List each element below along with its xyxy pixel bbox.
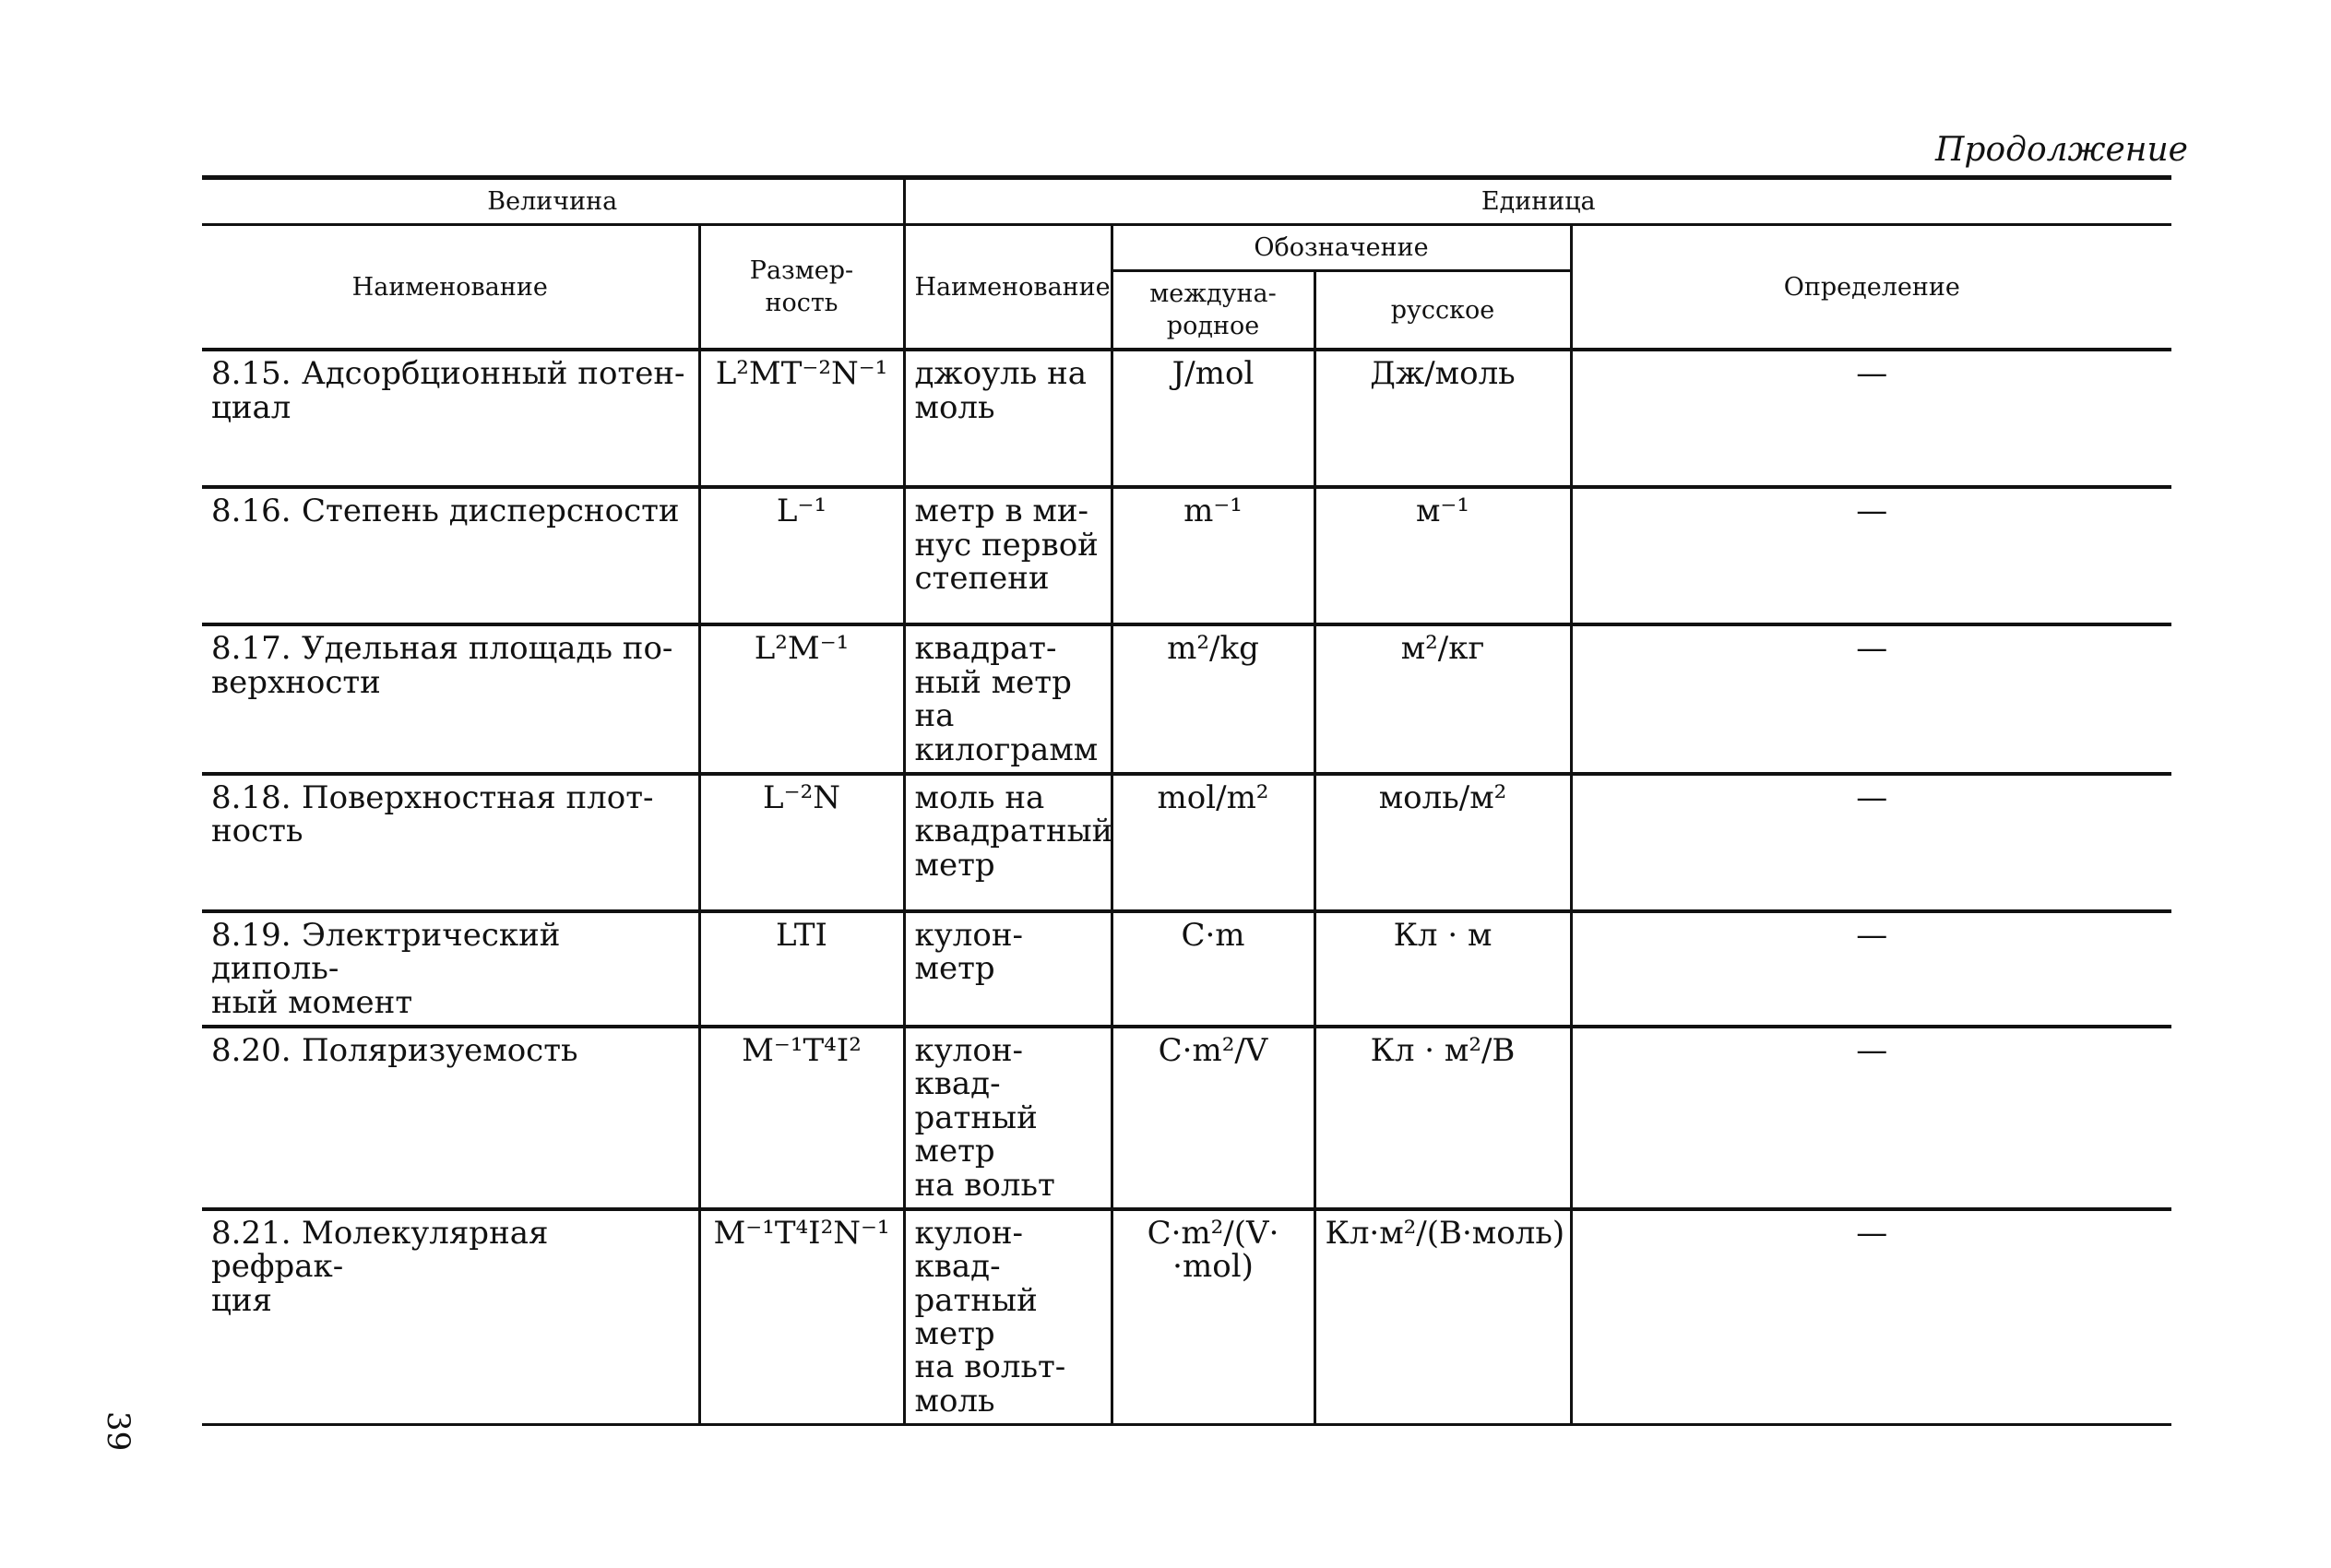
international-symbol-cell (1112, 487, 1314, 624)
page-number: 39 (100, 1411, 137, 1452)
header-international: междуна- родное (1112, 271, 1314, 350)
header-dimension: Размер- ность (699, 225, 904, 350)
dimension-cell (699, 624, 904, 774)
definition-cell (1571, 1027, 2171, 1209)
international-symbol-cell (1112, 1209, 1314, 1425)
unit-name: джоуль на моль (914, 355, 1088, 426)
quantity-name-cell (202, 487, 699, 624)
item-number: 8.15. (211, 355, 291, 393)
russian-symbol-cell (1314, 487, 1571, 624)
unit-name: метр в ми- нус первой степени (914, 493, 1099, 598)
dimension: M⁻¹T⁴I² (742, 1032, 862, 1069)
unit-name-cell (904, 774, 1112, 911)
unit-name-cell (904, 1209, 1112, 1425)
international-symbol: C·m²/V (1158, 1032, 1268, 1069)
definition: — (1856, 493, 1888, 530)
russian-symbol: м⁻¹ (1415, 493, 1470, 530)
unit-name-cell (904, 350, 1112, 487)
international-symbol-cell (1112, 624, 1314, 774)
table-row (202, 1209, 2171, 1425)
quantity-name-cell (202, 1027, 699, 1209)
table-row (202, 1027, 2171, 1209)
table-row (202, 624, 2171, 774)
russian-symbol: Дж/моль (1370, 355, 1516, 393)
unit-name-cell (904, 1027, 1112, 1209)
international-symbol: m⁻¹ (1183, 493, 1243, 530)
unit-name: кулон-метр (914, 916, 1023, 988)
definition-cell (1571, 350, 2171, 487)
definition: — (1856, 916, 1888, 954)
definition: — (1856, 1032, 1888, 1069)
international-symbol: J/mol (1171, 355, 1255, 393)
international-symbol-cell (1112, 350, 1314, 487)
dimension: LTI (776, 916, 827, 954)
dimension: L⁻¹ (776, 493, 827, 530)
definition: — (1856, 1214, 1888, 1252)
russian-symbol-cell (1314, 774, 1571, 911)
quantity-name: Адсорбционный потен- циал (211, 355, 685, 426)
international-symbol-cell (1112, 911, 1314, 1027)
russian-symbol: Кл · м (1393, 916, 1493, 954)
item-number: 8.16. (211, 493, 291, 530)
units-table (202, 175, 2171, 1426)
quantity-name: Поляризуемость (302, 1032, 578, 1069)
quantity-name: Электрический диполь- ный момент (211, 916, 561, 1021)
russian-symbol-cell (1314, 1027, 1571, 1209)
header-russian: русское (1314, 271, 1571, 350)
international-symbol: m²/kg (1167, 630, 1259, 668)
definition-cell (1571, 1209, 2171, 1425)
unit-name: кулон-квад- ратный метр на вольт- моль (914, 1214, 1066, 1420)
header-quantity: Величина (202, 178, 904, 225)
dimension-cell (699, 911, 904, 1027)
international-symbol: C·m (1181, 916, 1245, 954)
dimension: L²M⁻¹ (754, 630, 850, 668)
quantity-name: Степень дисперсности (302, 493, 680, 530)
header-definition: Определение (1571, 225, 2171, 350)
unit-name-cell (904, 487, 1112, 624)
russian-symbol: моль/м² (1378, 778, 1507, 816)
international-symbol: mol/m² (1157, 778, 1269, 816)
definition-cell (1571, 487, 2171, 624)
quantity-name-cell (202, 624, 699, 774)
unit-name-cell (904, 911, 1112, 1027)
item-number: 8.17. (211, 630, 291, 668)
dimension: L²MT⁻²N⁻¹ (715, 355, 888, 393)
russian-symbol-cell (1314, 624, 1571, 774)
item-number: 8.19. (211, 916, 291, 954)
dimension-cell (699, 1027, 904, 1209)
table-row (202, 911, 2171, 1027)
item-number: 8.20. (211, 1032, 291, 1069)
unit-name: кулон-квад- ратный метр на вольт (914, 1032, 1055, 1204)
quantity-name: Удельная площадь по- верхности (211, 630, 673, 701)
dimension-cell (699, 487, 904, 624)
definition: — (1856, 630, 1888, 668)
definition-cell (1571, 774, 2171, 911)
table-row (202, 487, 2171, 624)
russian-symbol: м²/кг (1400, 630, 1485, 668)
definition-cell (1571, 624, 2171, 774)
russian-symbol-cell (1314, 350, 1571, 487)
international-symbol-cell (1112, 774, 1314, 911)
dimension-cell (699, 1209, 904, 1425)
table-row (202, 350, 2171, 487)
definition: — (1856, 778, 1888, 816)
russian-symbol-cell (1314, 1209, 1571, 1425)
header-unit-name: Наименование (904, 225, 1112, 350)
russian-symbol: Кл · м²/В (1370, 1032, 1516, 1069)
header-quantity-name: Наименование (202, 225, 699, 350)
dimension: L⁻²N (763, 778, 840, 816)
dimension-cell (699, 350, 904, 487)
quantity-name: Молекулярная рефрак- ция (211, 1214, 549, 1319)
russian-symbol: Кл·м²/(В·моль) (1325, 1214, 1565, 1252)
continuation-label: Продолжение (1935, 131, 2188, 169)
dimension: M⁻¹T⁴I²N⁻¹ (713, 1214, 890, 1252)
quantity-name-cell (202, 774, 699, 911)
international-symbol-cell (1112, 1027, 1314, 1209)
quantity-name-cell (202, 911, 699, 1027)
definition-cell (1571, 911, 2171, 1027)
table-row (202, 774, 2171, 911)
header-designation: Обозначение (1112, 225, 1571, 271)
unit-name: квадрат- ный метр на килограмм (914, 630, 1099, 768)
quantity-name-cell (202, 350, 699, 487)
dimension-cell (699, 774, 904, 911)
russian-symbol-cell (1314, 911, 1571, 1027)
quantity-name-cell (202, 1209, 699, 1425)
header-unit: Единица (904, 178, 2171, 225)
item-number: 8.18. (211, 778, 291, 816)
item-number: 8.21. (211, 1214, 291, 1252)
unit-name: моль на квадратный метр (914, 778, 1113, 884)
definition: — (1856, 355, 1888, 393)
quantity-name: Поверхностная плот- ность (211, 778, 654, 850)
unit-name-cell (904, 624, 1112, 774)
international-symbol: C·m²/(V· ·mol) (1147, 1214, 1279, 1286)
